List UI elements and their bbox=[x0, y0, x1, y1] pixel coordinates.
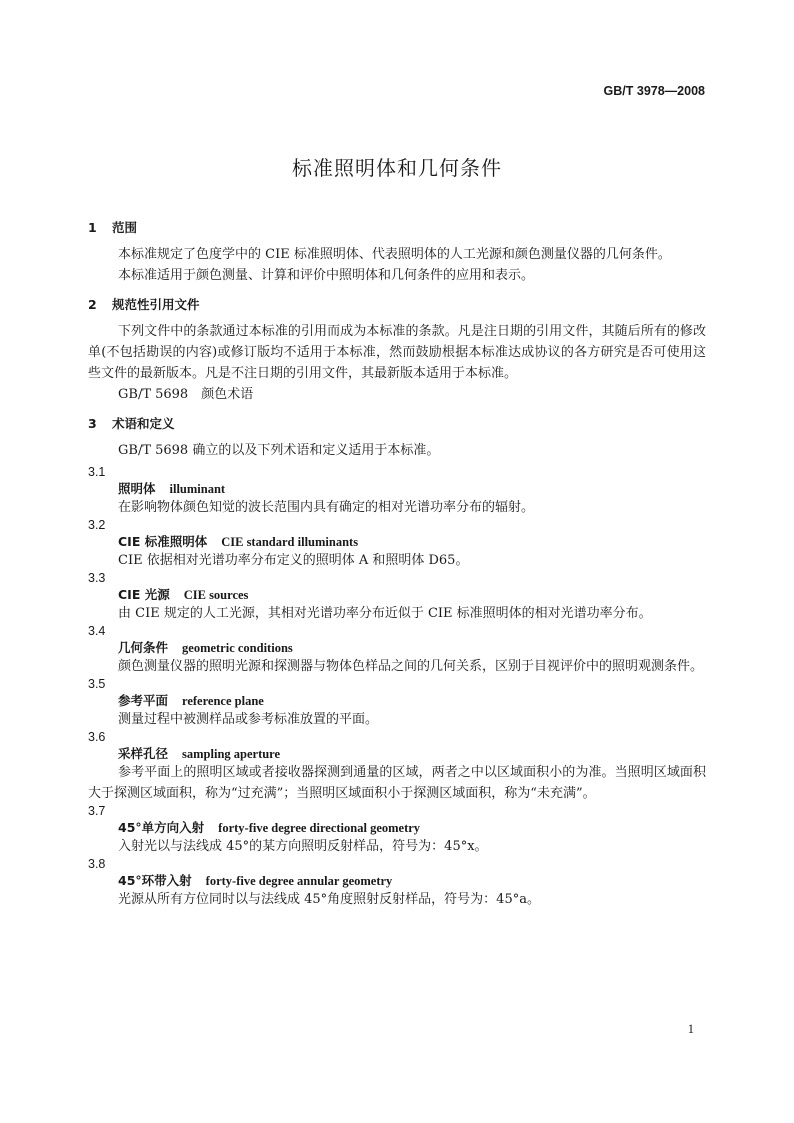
term-name bbox=[88, 818, 706, 836]
term-en: CIE standard illuminants bbox=[221, 535, 359, 549]
term-name bbox=[88, 585, 706, 603]
paragraph: 本标准适用于颜色测量、计算和评价中照明体和几何条件的应用和表示。 bbox=[118, 268, 535, 283]
section-number: 2 bbox=[88, 297, 97, 312]
term-definition: 在影响物体颜色知觉的波长范围内具有确定的相对光谱功率分布的辐射。 bbox=[118, 500, 535, 515]
term-entry bbox=[88, 465, 706, 518]
term-name bbox=[88, 691, 706, 709]
term-cn: 参考平面 bbox=[118, 693, 169, 708]
term-cn: CIE 标准照明体 bbox=[118, 534, 208, 549]
term-en: illuminant bbox=[169, 482, 226, 496]
paragraph: 本标准规定了色度学中的 CIE 标准照明体、代表照明体的人工光源和颜色测量仪器的几何条件。 bbox=[118, 247, 671, 262]
section-title: 术语和定义 bbox=[112, 416, 175, 431]
term-en: CIE sources bbox=[183, 588, 249, 602]
term-en: sampling aperture bbox=[182, 747, 281, 761]
term-en: forty-five degree annular geometry bbox=[205, 874, 393, 888]
section-heading-terms-definitions bbox=[88, 414, 706, 432]
term-entry bbox=[88, 677, 706, 730]
term-entry bbox=[88, 624, 706, 677]
term-name bbox=[88, 744, 706, 762]
term-number: 3.6 bbox=[88, 730, 106, 744]
term-en: reference plane bbox=[182, 694, 264, 708]
term-cn: 采样孔径 bbox=[118, 746, 169, 761]
term-definition: CIE 依据相对光谱功率分布定义的照明体 A 和照明体 D65。 bbox=[118, 553, 469, 568]
paragraph: 下列文件中的条款通过本标准的引用而成为本标准的条款。凡是注日期的引用文件，其随后所有的修改单(不包括勘误的内容)或修订版均不适用于本标准，然而鼓励根据本标准达成协议的各方研究是否可使用这些文件的最新版本。凡是不注日期的引用文件，其最新版本适用于本标准。 bbox=[88, 324, 706, 381]
term-definition: 参考平面上的照明区域或者接收器探测到通量的区域，两者之中以区域面积小的为准。当照明区域面积大于探测区域面积，称为“过充满”；当照明区域面积小于探测区域面积，称为“未充满”。 bbox=[88, 765, 706, 801]
term-name bbox=[88, 479, 706, 497]
term-entry bbox=[88, 730, 706, 804]
section-title: 规范性引用文件 bbox=[112, 297, 200, 312]
term-cn: 45°单方向入射 bbox=[118, 820, 205, 835]
reference-entry: GB/T 5698 颜色术语 bbox=[118, 387, 254, 402]
term-number: 3.4 bbox=[88, 624, 106, 638]
term-cn: 45°环带入射 bbox=[118, 873, 192, 888]
section-heading-normative-references bbox=[88, 295, 706, 313]
term-definition: 测量过程中被测样品或参考标准放置的平面。 bbox=[118, 712, 379, 727]
term-en: forty-five degree directional geometry bbox=[218, 821, 421, 835]
term-cn: 照明体 bbox=[118, 481, 156, 496]
term-name bbox=[88, 532, 706, 550]
term-entry bbox=[88, 518, 706, 571]
term-cn: CIE 光源 bbox=[118, 587, 170, 602]
term-cn: 几何条件 bbox=[118, 640, 169, 655]
document-title: 标准照明体和几何条件 bbox=[292, 156, 502, 180]
standard-number: GB/T 3978—2008 bbox=[603, 84, 705, 98]
term-number: 3.8 bbox=[88, 857, 106, 871]
section-title: 范围 bbox=[112, 220, 138, 235]
term-entry bbox=[88, 857, 706, 910]
page-number: 1 bbox=[687, 1022, 694, 1036]
term-number: 3.7 bbox=[88, 804, 106, 818]
term-number: 3.2 bbox=[88, 518, 106, 532]
term-entry bbox=[88, 571, 706, 624]
term-definition: 入射光以与法线成 45°的某方向照明反射样品，符号为：45°x。 bbox=[118, 839, 488, 854]
term-number: 3.5 bbox=[88, 677, 106, 691]
term-definition: 颜色测量仪器的照明光源和探测器与物体色样品之间的几何关系，区别于目视评价中的照明观测条件。 bbox=[118, 659, 704, 674]
term-definition: 光源从所有方位同时以与法线成 45°角度照射反射样品，符号为：45°a。 bbox=[118, 892, 540, 907]
paragraph: GB/T 5698 确立的以及下列术语和定义适用于本标准。 bbox=[118, 443, 440, 458]
term-entry bbox=[88, 804, 706, 857]
term-name bbox=[88, 638, 706, 656]
term-name bbox=[88, 871, 706, 889]
section-heading-scope bbox=[88, 218, 706, 236]
term-number: 3.3 bbox=[88, 571, 106, 585]
term-en: geometric conditions bbox=[182, 641, 293, 655]
section-number: 1 bbox=[88, 220, 97, 235]
term-definition: 由 CIE 规定的人工光源，其相对光谱功率分布近似于 CIE 标准照明体的相对光谱功率分布。 bbox=[118, 606, 652, 621]
term-number: 3.1 bbox=[88, 465, 106, 479]
document-body bbox=[88, 218, 706, 910]
section-number: 3 bbox=[88, 416, 97, 431]
